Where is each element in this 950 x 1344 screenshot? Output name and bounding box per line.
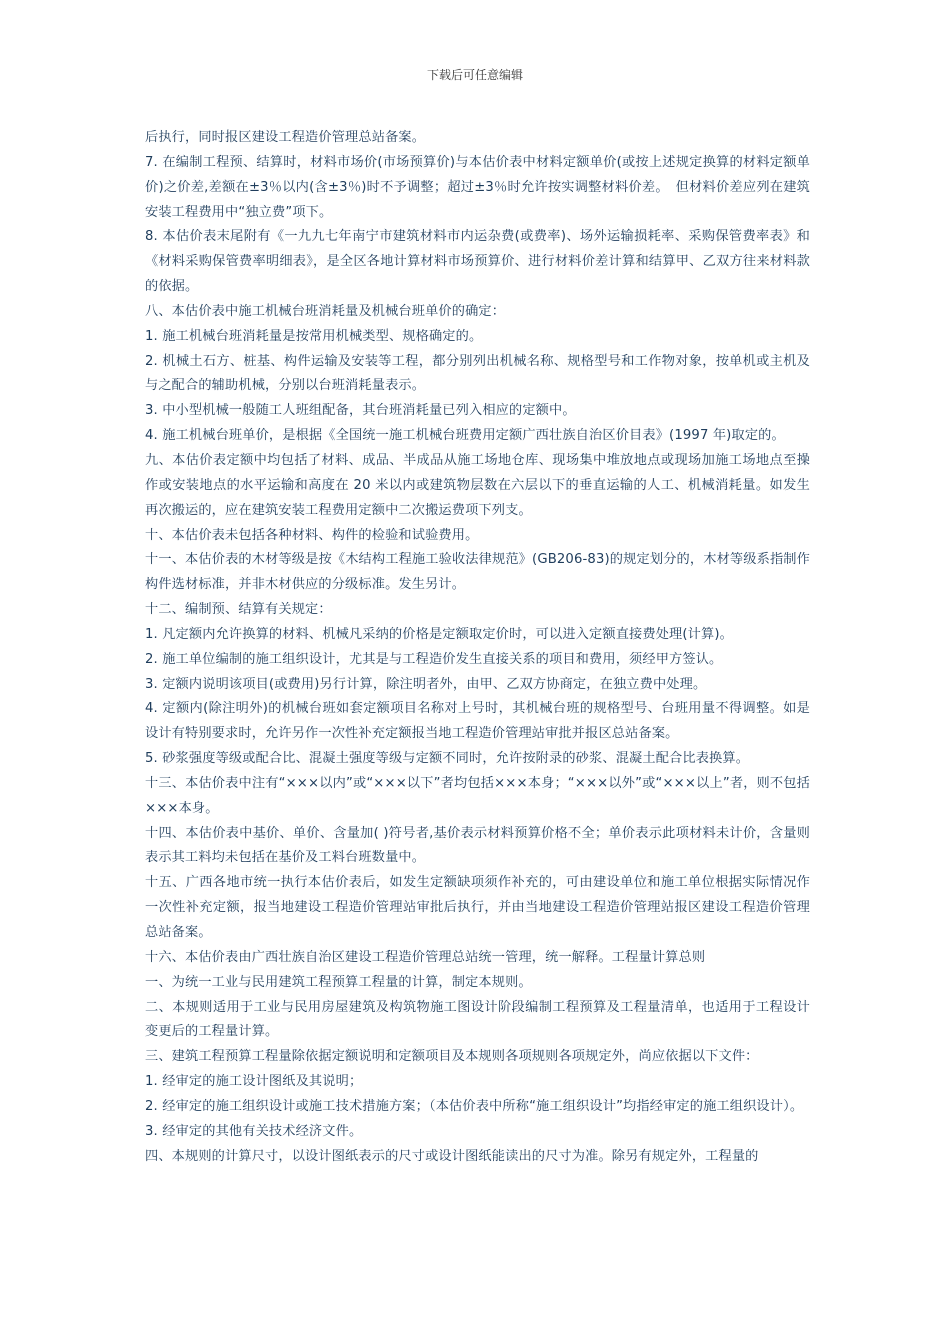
paragraph: 4. 定额内(除注明外)的机械台班如套定额项目名称对上号时，其机械台班的规格型号、台班用量不得调整。如是设计有特别要求时，允许另作一次性补充定额报当地工程造价管理站审批并报区总站备案。 bbox=[145, 701, 810, 742]
paragraph: 二、本规则适用于工业与民用房屋建筑及构筑物施工图设计阶段编制工程预算及工程量清单，也适用于工程设计变更后的工程量计算。 bbox=[145, 999, 810, 1040]
paragraph: 7. 在编制工程预、结算时，材料市场价(市场预算价)与本估价表中材料定额单价(或按上述规定换算的材料定额单价)之价差,差额在±3％以内(含±3％)时不予调整；超过±3％时允许按实调整材料价差。 但材料价差应列在建筑安装工程费用中“独立费”项下。 bbox=[145, 154, 810, 220]
paragraph: 十四、本估价表中基价、单价、含量加( )符号者,基价表示材料预算价格不全；单价表示此项材料未计价，含量则表示其工料均未包括在基价及工料台班数量中。 bbox=[145, 825, 810, 866]
paragraph: 十、本估价表未包括各种材料、构件的检验和试验费用。 bbox=[145, 527, 479, 543]
paragraph: 3. 经审定的其他有关技术经济文件。 bbox=[145, 1123, 363, 1139]
paragraph: 八、本估价表中施工机械台班消耗量及机械台班单价的确定： bbox=[145, 303, 506, 319]
paragraph: 2. 机械土石方、桩基、构件运输及安装等工程，都分别列出机械名称、规格型号和工作物对象，按单机或主机及与之配合的辅助机械，分别以台班消耗量表示。 bbox=[145, 353, 810, 394]
paragraph: 后执行，同时报区建设工程造价管理总站备案。 bbox=[145, 130, 426, 145]
paragraph: 十六、本估价表由广西壮族自治区建设工程造价管理总站统一管理，统一解释。工程量计算总则 bbox=[145, 949, 706, 965]
paragraph: 十一、本估价表的木材等级是按《木结构工程施工验收法律规范》(GB206-83)的规定划分的，木材等级系指制作构件选材标准，并非木材供应的分级标准。发生另计。 bbox=[145, 552, 810, 593]
paragraph: 1. 凡定额内允许换算的材料、机械凡采纳的价格是定额取定价时，可以进入定额直接费处理(计算)。 bbox=[145, 626, 733, 642]
paragraph: 九、本估价表定额中均包括了材料、成品、半成品从施工场地仓库、现场集中堆放地点或现场加施工场地点至操作或安装地点的水平运输和高度在 20 米以内或建筑物层数在六层以下的垂直运输的人工、机械消耗量。如发生再次搬运的，应在建筑安装工程费用定额中二次搬运费项下列支。 bbox=[145, 452, 810, 518]
paragraph: 1. 经审定的施工设计图纸及其说明； bbox=[145, 1074, 363, 1090]
paragraph: 十三、本估价表中注有“×××以内”或“×××以下”者均包括×××本身；“×××以外”或“×××以上”者，则不包括×××本身。 bbox=[145, 775, 810, 816]
paragraph: 2. 经审定的施工组织设计或施工技术措施方案；（本估价表中所称“施工组织设计”均指经审定的施工组织设计）。 bbox=[145, 1098, 804, 1114]
paragraph: 一、为统一工业与民用建筑工程预算工程量的计算，制定本规则。 bbox=[145, 974, 532, 990]
paragraph: 4. 施工机械台班单价，是根据《全国统一施工机械台班费用定额广西壮族自治区价目表》(1997 年)取定的。 bbox=[145, 428, 785, 444]
paragraph: 3. 定额内说明该项目(或费用)另行计算，除注明者外，由甲、乙双方协商定，在独立费中处理。 bbox=[145, 676, 707, 692]
paragraph: 5. 砂浆强度等级或配合比、混凝土强度等级与定额不同时，允许按附录的砂浆、混凝土配合比表换算。 bbox=[145, 751, 750, 767]
document-body bbox=[145, 126, 810, 1169]
paragraph: 三、建筑工程预算工程量除依据定额说明和定额项目及本规则各项规则各项规定外，尚应依据以下文件： bbox=[145, 1049, 759, 1065]
paragraph: 四、本规则的计算尺寸，以设计图纸表示的尺寸或设计图纸能读出的尺寸为准。除另有规定外，工程量的 bbox=[145, 1148, 759, 1164]
paragraph: 8. 本估价表末尾附有《一九九七年南宁市建筑材料市内运杂费(或费率)、场外运输损耗率、采购保管费率表》和《材料采购保管费率明细表》，是全区各地计算材料市场预算价、进行材料价差计算和结算甲、乙双方往来材料款的依据。 bbox=[145, 229, 810, 295]
paragraph: 2. 施工单位编制的施工组织设计，尤其是与工程造价发生直接关系的项目和费用，须经甲方签认。 bbox=[145, 651, 723, 667]
paragraph: 十二、编制预、结算有关规定： bbox=[145, 602, 332, 618]
paragraph: 3. 中小型机械一般随工人班组配备，其台班消耗量已列入相应的定额中。 bbox=[145, 403, 576, 419]
paragraph: 1. 施工机械台班消耗量是按常用机械类型、规格确定的。 bbox=[145, 328, 483, 344]
paragraph: 十五、广西各地市统一执行本估价表后，如发生定额缺项须作补充的，可由建设单位和施工单位根据实际情况作一次性补充定额，报当地建设工程造价管理站审批后执行，并由当地建设工程造价管理站报区建设工程造价管理总站备案。 bbox=[145, 875, 810, 940]
page-header: 下载后可任意编辑 bbox=[426, 68, 523, 82]
